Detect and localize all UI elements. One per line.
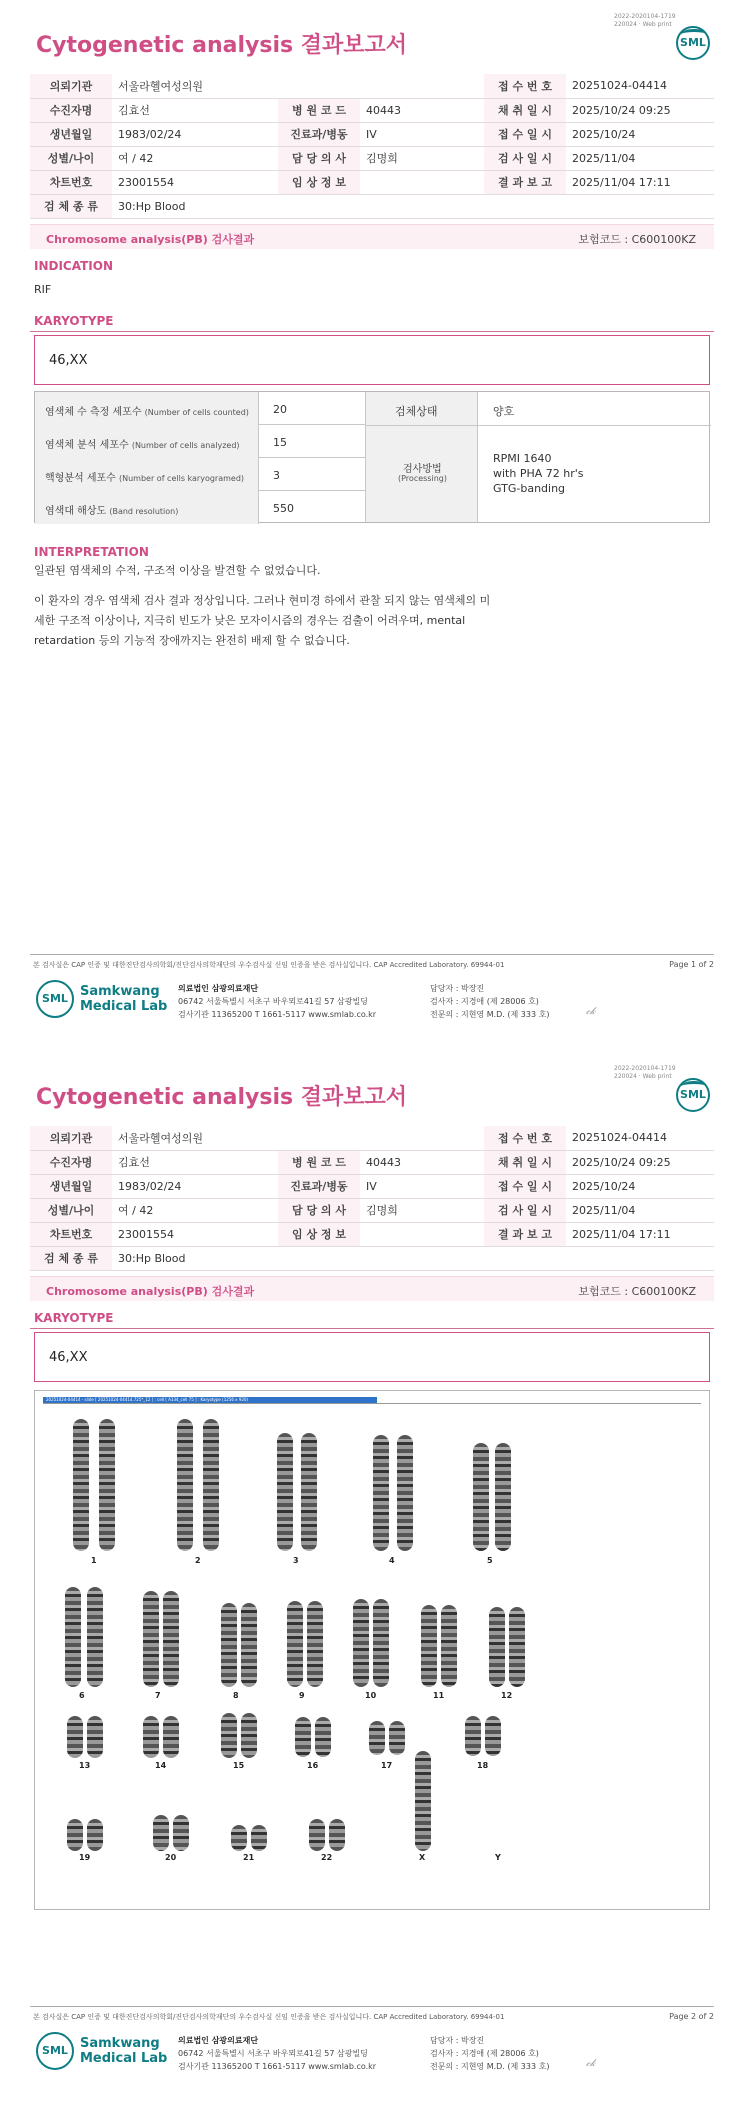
chromosome-21-2 [251, 1825, 267, 1851]
stat-sub-counted: (Number of cells counted) [144, 408, 249, 417]
method-line-1: RPMI 1640 [493, 452, 552, 465]
value-test-date: 2025/11/04 [566, 1198, 714, 1222]
chromosome-label-14: 14 [155, 1761, 167, 1770]
chromosome-7-1 [143, 1591, 159, 1687]
label-physician: 담 당 의 사 [278, 1198, 360, 1222]
stat-row-analyzed [35, 425, 365, 458]
chromosome-label-17: 17 [381, 1761, 393, 1770]
chromosome-9-1 [287, 1601, 303, 1687]
chromosome-11-2 [441, 1605, 457, 1687]
value-department: IV [360, 1174, 484, 1198]
value-clinical-info [360, 1222, 484, 1246]
method-line-3: GTG-banding [493, 482, 566, 495]
footer-sml-logo: SML [36, 980, 74, 1018]
label-chart-number: 차트번호 [30, 170, 112, 194]
chromosome-19-1 [67, 1819, 83, 1851]
chromosome-X [415, 1751, 431, 1851]
web-print-stamp [614, 13, 676, 29]
chromosome-18-2 [485, 1716, 501, 1756]
value-receipt-date: 2025/10/24 [566, 122, 714, 146]
accreditation-note: 본 검사실은 CAP 인증 및 대한진단검사의학회/진단검사의학재단의 우수검사실 신임 인증을 받은 검사실입니다. CAP Accredited Laboratory. 69944-01 [33, 2013, 505, 2021]
chromosome-8-2 [241, 1603, 257, 1687]
chromosome-label-22: 22 [321, 1853, 333, 1862]
value-sex-age: 여 / 42 [112, 1198, 278, 1222]
chromosome-12-2 [509, 1607, 525, 1687]
chromosome-20-1 [153, 1815, 169, 1851]
label-specimen-type: 검 체 종 류 [30, 194, 112, 218]
value-birth-date: 1983/02/24 [112, 1174, 278, 1198]
chromosome-label-20: 20 [165, 1853, 177, 1862]
page-number: Page 1 of 2 [669, 960, 714, 969]
staff-specialist: 전문의 : 지현영 M.D. (제 333 호) [430, 1010, 550, 1019]
chromosome-label-11: 11 [433, 1691, 445, 1700]
value-hospital-code: 40443 [360, 1150, 484, 1174]
value-birth-date: 1983/02/24 [112, 122, 278, 146]
value-physician: 김명희 [360, 146, 484, 170]
specimen-status-label: 검체상태 [395, 405, 438, 418]
value-hospital-code: 40443 [360, 98, 484, 122]
chromosome-11-1 [421, 1605, 437, 1687]
interpretation-heading: INTERPRETATION [34, 545, 149, 559]
staff-manager: 담당자 : 박장진 [430, 984, 485, 993]
stat-row-counted [35, 392, 365, 425]
label-requesting-institution: 의뢰기관 [30, 1126, 112, 1150]
chromosome-label-4: 4 [389, 1556, 395, 1565]
chromosome-10-2 [373, 1599, 389, 1687]
stat-value-counted: 20 [273, 403, 287, 416]
karyogram-image [34, 1390, 710, 1910]
chromosome-label-19: 19 [79, 1853, 91, 1862]
method-sub: (Processing) [398, 474, 447, 483]
web-print-id: 2022-2020104-1719 [614, 13, 676, 20]
footer-org: 의료법인 삼광의료재단 [178, 984, 259, 993]
label-test-date: 검 사 일 시 [484, 146, 566, 170]
chromosome-17-2 [389, 1721, 405, 1755]
label-clinical-info: 임 상 정 보 [278, 170, 360, 194]
staff-tester: 검사자 : 지경애 (제 28006 호) [430, 2049, 539, 2058]
signature: 𝒸𝓀 [586, 2058, 596, 2069]
label-specimen-type: 검 체 종 류 [30, 1246, 112, 1270]
chromosome-label-2: 2 [195, 1556, 201, 1565]
footer-address [178, 2034, 376, 2073]
chromosome-label-15: 15 [233, 1761, 245, 1770]
karyotype-heading: KARYOTYPE [34, 1311, 114, 1325]
chromosome-10-1 [353, 1599, 369, 1687]
value-chart-number: 23001554 [112, 170, 278, 194]
stat-value-analyzed: 15 [273, 436, 287, 449]
value-patient-name: 김효선 [112, 98, 278, 122]
sml-logo: SML [676, 1078, 710, 1112]
chromosome-1-1 [73, 1419, 89, 1551]
karyotype-divider [30, 331, 714, 332]
label-receipt-date: 접 수 일 시 [484, 1174, 566, 1198]
footer-staff [430, 982, 549, 1021]
chromosome-label-18: 18 [477, 1761, 489, 1770]
label-clinical-info: 임 상 정 보 [278, 1222, 360, 1246]
chromosome-22-2 [329, 1819, 345, 1851]
page-number: Page 2 of 2 [669, 2012, 714, 2021]
report-title: Cytogenetic analysis 결과보고서 [36, 33, 408, 58]
label-accession-number: 접 수 번 호 [484, 74, 566, 98]
chromosome-label-13: 13 [79, 1761, 91, 1770]
label-test-date: 검 사 일 시 [484, 1198, 566, 1222]
chromosome-22-1 [309, 1819, 325, 1851]
signature: 𝒸𝓀 [586, 1006, 596, 1017]
chromosome-20-2 [173, 1815, 189, 1851]
value-department: IV [360, 122, 484, 146]
specimen-status-value: 양호 [493, 405, 515, 418]
footer-address-line: 06742 서울특별시 서초구 바우뫼로41길 57 삼광빌딩 [178, 2049, 368, 2058]
value-requesting-institution: 서울라헬여성의원 [112, 74, 278, 98]
chromosome-15-2 [241, 1713, 257, 1758]
chromosome-18-1 [465, 1716, 481, 1756]
interpretation-paragraph: 이 환자의 경우 염색체 검사 결과 정상입니다. 그러나 현미경 하에서 관찰 되지 않는 염색체의 미세한 구조적 이상이나, 지극히 빈도가 낮은 모자이시즘의 경우는 검출이 어려우며, mental retardation 등의 기능적 장애까지는 완전히 배제 할 수 없습니다. [34, 594, 491, 647]
chromosome-5-1 [473, 1443, 489, 1551]
chromosome-3-2 [301, 1433, 317, 1551]
chromosome-17-1 [369, 1721, 385, 1755]
indication-text: RIF [34, 283, 52, 296]
chromosome-13-1 [67, 1716, 83, 1758]
staff-manager: 담당자 : 박장진 [430, 2036, 485, 2045]
chromosome-19-2 [87, 1819, 103, 1851]
chromosome-label-6: 6 [79, 1691, 85, 1700]
interpretation-line-1: 일관된 염색체의 수적, 구조적 이상을 발견할 수 없었습니다. [34, 564, 321, 577]
interpretation-body [34, 561, 494, 651]
footer-staff [430, 2034, 549, 2073]
value-accession-number: 20251024-04414 [566, 1126, 714, 1150]
label-department: 진료과/병동 [278, 122, 360, 146]
label-receipt-date: 접 수 일 시 [484, 122, 566, 146]
value-receipt-date: 2025/10/24 [566, 1174, 714, 1198]
label-sex-age: 성별/나이 [30, 146, 112, 170]
karyotype-divider [30, 1328, 714, 1329]
value-accession-number: 20251024-04414 [566, 74, 714, 98]
method-label: 검사방법 [403, 464, 442, 475]
patient-info-table [30, 1126, 714, 1271]
chromosome-8-1 [221, 1603, 237, 1687]
staff-tester: 검사자 : 지경애 (제 28006 호) [430, 997, 539, 1006]
insurance-code: 보험코드 : C600100KZ [578, 1285, 696, 1298]
chromosome-label-10: 10 [365, 1691, 377, 1700]
chromosome-9-2 [307, 1601, 323, 1687]
value-patient-name: 김효선 [112, 1150, 278, 1174]
label-report-time: 결 과 보 고 [484, 170, 566, 194]
label-collection-time: 채 취 일 시 [484, 98, 566, 122]
chromosome-4-1 [373, 1435, 389, 1551]
value-collection-time: 2025/10/24 09:25 [566, 98, 714, 122]
chromosome-16-2 [315, 1717, 331, 1757]
chromosome-14-2 [163, 1716, 179, 1758]
label-report-time: 결 과 보 고 [484, 1222, 566, 1246]
chromosome-label-21: 21 [243, 1853, 255, 1862]
chromosome-5-2 [495, 1443, 511, 1551]
stat-value-band: 550 [273, 502, 294, 515]
web-print-label: 220024 · Web print [614, 1073, 672, 1080]
karyogram-caption: 20251024-04414 - slide [ 20251024-04414.725*_12 ] : cell [ A334_cell 75 ] : Karyotype (1256 x 920) [43, 1397, 377, 1403]
karyotype-heading: KARYOTYPE [34, 314, 114, 328]
stat-row-band [35, 491, 365, 524]
stat-label-band: 염색대 해상도 [45, 506, 107, 517]
chromosome-3-1 [277, 1433, 293, 1551]
stat-sub-karyogramed: (Number of cells karyogramed) [119, 474, 245, 483]
value-test-date: 2025/11/04 [566, 146, 714, 170]
chromosome-7-2 [163, 1591, 179, 1687]
brand-line-1: Samkwang [80, 984, 160, 999]
value-collection-time: 2025/10/24 09:25 [566, 1150, 714, 1174]
chromosome-21-1 [231, 1825, 247, 1851]
label-birth-date: 생년월일 [30, 122, 112, 146]
report-title: Cytogenetic analysis 결과보고서 [36, 1085, 408, 1110]
chromosome-label-12: 12 [501, 1691, 513, 1700]
value-clinical-info [360, 170, 484, 194]
stat-label-counted: 염색체 수 측정 세포수 [45, 407, 142, 418]
footer-address [178, 982, 376, 1021]
footer-contact: 검사기관 11365200 T 1661-5117 www.smlab.co.kr [178, 1010, 377, 1019]
label-hospital-code: 병 원 코 드 [278, 1150, 360, 1174]
label-hospital-code: 병 원 코 드 [278, 98, 360, 122]
footer-org: 의료법인 삼광의료재단 [178, 2036, 259, 2045]
value-requesting-institution: 서울라헬여성의원 [112, 1126, 278, 1150]
label-department: 진료과/병동 [278, 1174, 360, 1198]
label-accession-number: 접 수 번 호 [484, 1126, 566, 1150]
karyotype-result-box [34, 1332, 710, 1382]
footer-brand [80, 984, 167, 1014]
chromosome-label-1: 1 [91, 1556, 97, 1565]
chromosome-label-7: 7 [155, 1691, 161, 1700]
chromosome-2-2 [203, 1419, 219, 1551]
stat-value-karyogramed: 3 [273, 469, 280, 482]
label-physician: 담 당 의 사 [278, 146, 360, 170]
web-print-label: 220024 · Web print [614, 21, 672, 28]
brand-line-1: Samkwang [80, 2036, 160, 2051]
chromosome-label-5: 5 [487, 1556, 493, 1565]
staff-specialist: 전문의 : 지현영 M.D. (제 333 호) [430, 2062, 550, 2071]
stat-label-karyogramed: 핵형분석 세포수 [45, 473, 116, 484]
chromosome-13-2 [87, 1716, 103, 1758]
web-print-id: 2022-2020104-1719 [614, 1065, 676, 1072]
label-patient-name: 수진자명 [30, 1150, 112, 1174]
karyotype-result-box [34, 335, 710, 385]
result-section-bar [30, 1276, 714, 1301]
result-section-bar [30, 224, 714, 249]
web-print-stamp [614, 1065, 676, 1081]
label-sex-age: 성별/나이 [30, 1198, 112, 1222]
stat-row-karyogramed [35, 458, 365, 491]
value-chart-number: 23001554 [112, 1222, 278, 1246]
chromosome-label-X: X [419, 1853, 426, 1862]
karyotype-result: 46,XX [49, 353, 88, 368]
chromosome-14-1 [143, 1716, 159, 1758]
chromosome-4-2 [397, 1435, 413, 1551]
footer-contact: 검사기관 11365200 T 1661-5117 www.smlab.co.kr [178, 2062, 377, 2071]
chromosome-15-1 [221, 1713, 237, 1758]
label-patient-name: 수진자명 [30, 98, 112, 122]
method-line-2: with PHA 72 hr's [493, 467, 584, 480]
chromosome-label-9: 9 [299, 1691, 305, 1700]
value-report-time: 2025/11/04 17:11 [566, 1222, 714, 1246]
brand-line-2: Medical Lab [80, 2051, 168, 2066]
chromosome-label-3: 3 [293, 1556, 299, 1565]
indication-heading: INDICATION [34, 259, 113, 273]
footer-brand [80, 2036, 167, 2066]
patient-info-table [30, 74, 714, 219]
value-report-time: 2025/11/04 17:11 [566, 170, 714, 194]
stat-sub-analyzed: (Number of cells analyzed) [131, 441, 240, 450]
value-sex-age: 여 / 42 [112, 146, 278, 170]
label-requesting-institution: 의뢰기관 [30, 74, 112, 98]
chromosome-label-8: 8 [233, 1691, 239, 1700]
brand-line-2: Medical Lab [80, 999, 168, 1014]
chromosome-1-2 [99, 1419, 115, 1551]
sml-logo: SML [676, 26, 710, 60]
chromosome-6-1 [65, 1587, 81, 1687]
chromosome-2-1 [177, 1419, 193, 1551]
stat-label-analyzed: 염색체 분석 세포수 [45, 440, 129, 451]
insurance-code: 보험코드 : C600100KZ [578, 233, 696, 246]
cell-stats-table [34, 391, 710, 523]
value-specimen-type: 30:Hp Blood [112, 1246, 714, 1270]
chromosome-12-1 [489, 1607, 505, 1687]
chromosome-6-2 [87, 1587, 103, 1687]
chromosome-label-Y: Y [495, 1853, 501, 1862]
footer-sml-logo: SML [36, 2032, 74, 2070]
result-section-title: Chromosome analysis(PB) 검사결과 [46, 233, 255, 246]
footer-address-line: 06742 서울특별시 서초구 바우뫼로41길 57 삼광빌딩 [178, 997, 368, 1006]
stat-sub-band: (Band resolution) [109, 507, 179, 516]
chromosome-16-1 [295, 1717, 311, 1757]
result-section-title: Chromosome analysis(PB) 검사결과 [46, 1285, 255, 1298]
karyotype-result: 46,XX [49, 1350, 88, 1365]
label-chart-number: 차트번호 [30, 1222, 112, 1246]
label-birth-date: 생년월일 [30, 1174, 112, 1198]
value-specimen-type: 30:Hp Blood [112, 194, 714, 218]
accreditation-note: 본 검사실은 CAP 인증 및 대한진단검사의학회/진단검사의학재단의 우수검사실 신임 인증을 받은 검사실입니다. CAP Accredited Laboratory. 69944-01 [33, 961, 505, 969]
chromosome-label-16: 16 [307, 1761, 319, 1770]
value-physician: 김명희 [360, 1198, 484, 1222]
label-collection-time: 채 취 일 시 [484, 1150, 566, 1174]
